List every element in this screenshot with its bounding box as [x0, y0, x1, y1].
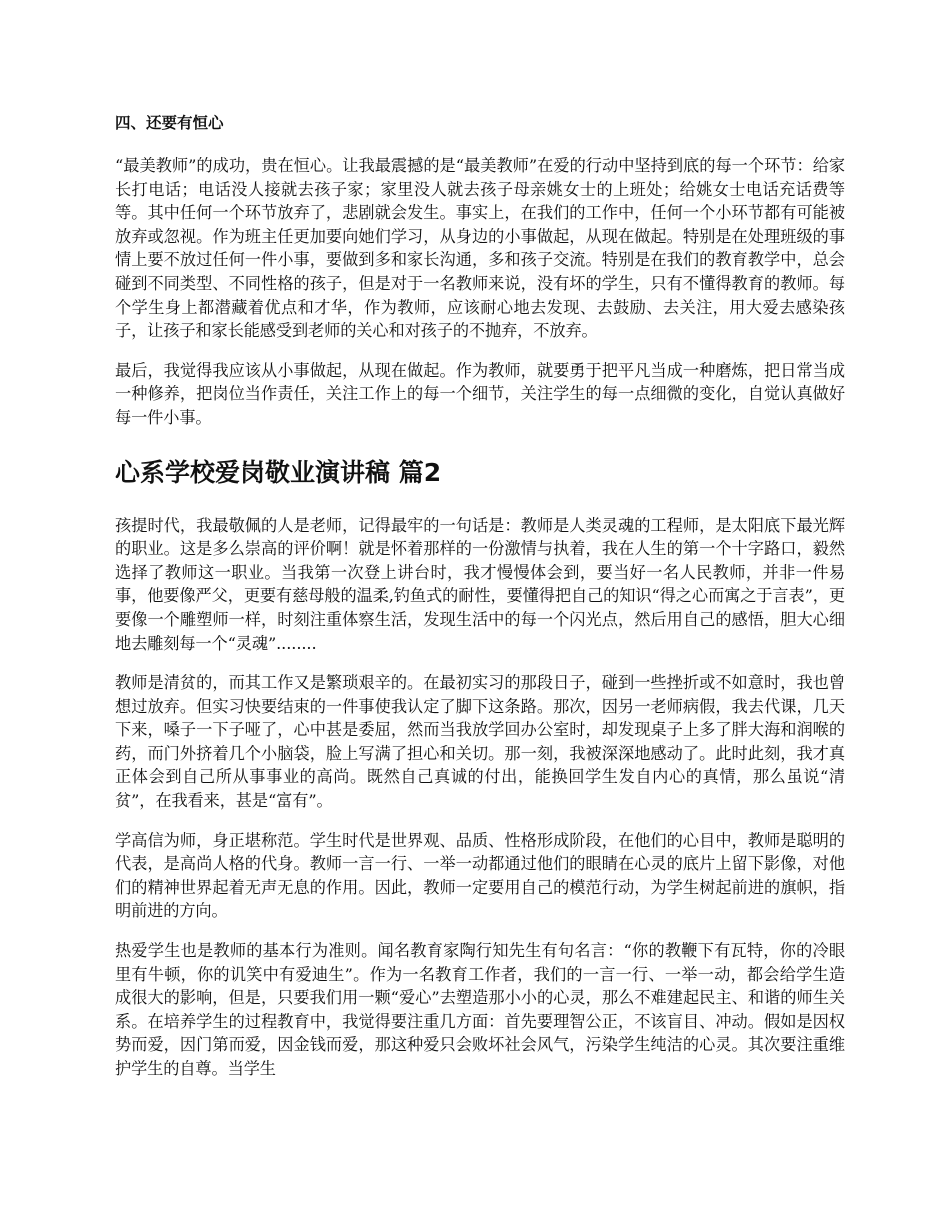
paragraph: “最美教师”的成功，贵在恒心。让我最震撼的是“最美教师”在爱的行动中坚持到底的每一个环节：给家长打电话；电话没人接就去孩子家；家里没人就去孩子母亲姚女士的上班处；给姚女士电话充话费等等。其中任何一个环节放弃了，悲剧就会发生。事实上，在我们的工作中，任何一个小环节都有可能被放弃或忽视。作为班主任更加要向她们学习，从身边的小事做起，从现在做起。特别是在处理班级的事情上要不放过任何一件小事，要做到多和家长沟通，多和孩子交流。特别是在我们的教育教学中，总会碰到不同类型、不同性格的孩子，但是对于一名教师来说，没有坏的学生，只有不懂得教育的教师。每个学生身上都潜藏着优点和才华，作为教师，应该耐心地去发现、去鼓励、去关注，用大爱去感染孩子，让孩子和家长能感受到老师的关心和对孩子的不抛弃，不放弃。 — [115, 156, 845, 341]
paragraph: 热爱学生也是教师的基本行为准则。闻名教育家陶行知先生有句名言：“你的教鞭下有瓦特，你的冷眼里有牛顿，你的讥笑中有爱迪生”。作为一名教育工作者，我们的一言一行、一举一动，都会给学生造成很大的影响，但是，只要我们用一颗“爱心”去塑造那小小的心灵，那么不难建起民主、和谐的师生关系。在培养学生的过程教育中，我觉得要注重几方面：首先要理智公正，不该盲目、冲动。假如是因权势而爱，因门第而爱，因金钱而爱，那这种爱只会败坏社会风气，污染学生纯洁的心灵。其次要注重维护学生的自尊。当学生 — [115, 941, 845, 1078]
paragraph: 孩提时代，我最敬佩的人是老师，记得最牢的一句话是：教师是人类灵魂的工程师，是太阳底下最光辉的职业。这是多么崇高的评价啊！就是怀着那样的一份激情与执着，我在人生的第一个十字路口，毅然选择了教师这一职业。当我第一次登上讲台时，我才慢慢体会到，要当好一名人民教师，并非一件易事，他要像严父，更要有慈母般的温柔,钓鱼式的耐性，要懂得把自己的知识“得之心而寓之于言表”，更要像一个雕塑师一样，时刻注重体察生活，发现生活中的每一个闪光点，然后用自己的感悟，胆大心细地去雕刻每一个“灵魂”........ — [115, 515, 845, 653]
article-title: 心系学校爱岗敬业演讲稿 篇2 — [115, 457, 442, 487]
document-page — [115, 110, 845, 1097]
paragraph: 学高信为师，身正堪称范。学生时代是世界观、品质、性格形成阶段，在他们的心目中，教师是聪明的代表，是高尚人格的代身。教师一言一行、一举一动都通过他们的眼睛在心灵的底片上留下影像，对他们的精神世界起着无声无息的作用。因此，教师一定要用自己的模范行动，为学生树起前进的旗帜，指明前进的方向。 — [115, 830, 845, 921]
paragraph: 最后，我觉得我应该从小事做起，从现在做起。作为教师，就要勇于把平凡当成一种磨炼，把日常当成一种修养，把岗位当作责任，关注工作上的每一个细节，关注学生的每一点细微的变化，自觉认真做好每一件小事。 — [115, 360, 845, 427]
paragraph: 教师是清贫的，而其工作又是繁琐艰辛的。在最初实习的那段日子，碰到一些挫折或不如意时，我也曾想过放弃。但实习快要结束的一件事使我认定了脚下这条路。那次，因另一老师病假，我去代课，几天下来，嗓子一下子哑了，心中甚是委屈，然而当我放学回办公室时，却发现桌子上多了胖大海和润喉的药，而门外挤着几个小脑袋，脸上写满了担心和关切。那一刻，我被深深地感动了。此时此刻，我才真正体会到自己所从事事业的高尚。既然自己真诚的付出，能换回学生发自内心的真情，那么虽说“清贫”，在我看来，甚是“富有”。 — [115, 673, 845, 811]
section-heading: 四、还要有恒心 — [115, 114, 224, 132]
